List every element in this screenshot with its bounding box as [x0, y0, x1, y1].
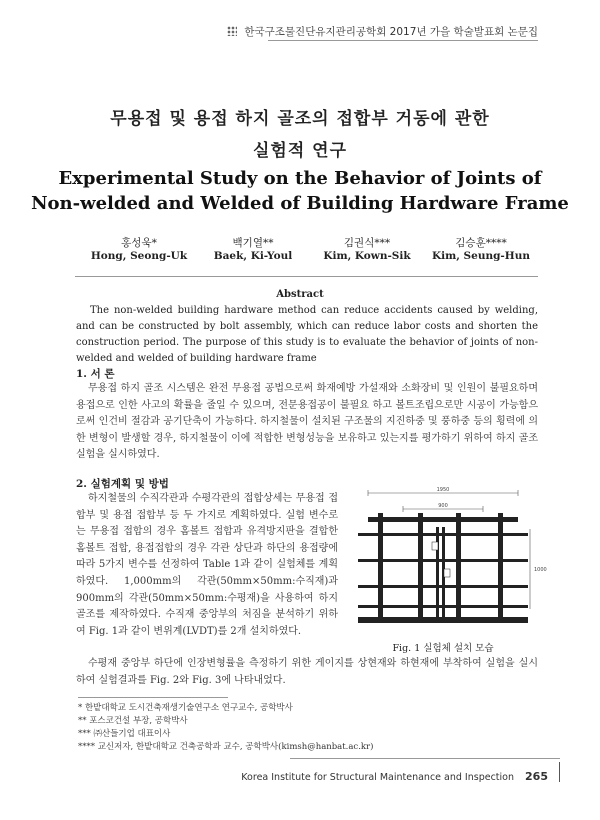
conference-title: 한국구조물진단유지관리공학회 2017년 가을 학술발표회 논문집	[244, 26, 538, 38]
author	[196, 235, 310, 262]
section2-body-full	[76, 656, 538, 689]
section2-heading: 2. 실험계획 및 방법	[76, 478, 169, 490]
stud	[436, 527, 439, 617]
footnote-item: **** 교신저자, 한밭대학교 건축공학과 교수, 공학박사(kimsh@hanbat.ac.kr)	[78, 742, 374, 752]
column	[498, 513, 503, 617]
title-korean-line1: 무용접 및 용접 하지 골조의 접합부 거동에 관한	[110, 109, 490, 129]
footer-org: Korea Institute for Structural Maintenance and Inspection	[241, 772, 514, 783]
base-beam	[358, 617, 528, 623]
author-name-ko: 백기열**	[232, 237, 274, 249]
page-number: 265	[525, 770, 548, 783]
section2-paragraph2: 수평재 중앙부 하단에 인장변형률을 측정하기 위한 게이지를 상현재와 하현재에 부착하여 실험을 실시하여 실험결과를 Fig. 2와 Fig. 3에 나타내었다.	[76, 658, 538, 686]
author-name-ko: 홍성욱*	[121, 237, 157, 249]
author	[82, 235, 196, 262]
journal-logo-icon	[227, 26, 237, 36]
footer-rule	[290, 758, 560, 759]
author-name-en: Hong, Seong-Uk	[90, 250, 188, 262]
column	[378, 513, 383, 617]
top-beam	[368, 517, 518, 522]
title-korean-line2: 실험적 연구	[252, 141, 348, 161]
author-name-ko: 김승훈****	[455, 237, 507, 249]
abstract-text: The non-welded building hardware method can reduce accidents caused by welding, and can be constructed by bolt assembly, which can reduce labor costs and shorten the construction period. The purpose of this study is to evaluate the behavior of joints of non-welded and welded of building hardware frame	[76, 305, 538, 364]
figure-caption: Fig. 1 실험체 설치 모습	[392, 643, 494, 654]
author-name-en: Kim, Kown-Sik	[323, 250, 411, 262]
column	[418, 513, 423, 617]
section2-paragraph: 하지철물의 수직각관과 수평각관의 접합상세는 무용접 접합부 및 용접 접합부 등 두 가지로 계획하였다. 실험 변수로는 무용접 접합의 경우 홈볼트 접합과 유격방지판을 결합한 홈볼트 접합, 용접접합의 경우 각관 상단과 하단의 용접량에 따라 5가지 변수를 선정하여 Table 1과 같이 실험체를 계획하였다. 1,000mm의 각관(50mm×50mm:수직재)과 900mm의 각관(50mm×50mm:수평재)을 사용하여 하지골조를 제작하였다. 수직재 중앙부의 처짐을 분석하기 위하여 Fig. 1과 같이 변위계(LVDT)를 2개 설치하였다.	[76, 493, 338, 637]
conference-header	[30, 24, 538, 39]
column	[456, 513, 461, 617]
author-name-en: Kim, Seung-Hun	[432, 250, 530, 262]
abstract-heading: Abstract	[276, 289, 324, 300]
section1-paragraph: 무용접 하지 골조 시스템은 완전 무용접 공법으로써 화재예방 가설재와 소화장비 및 인원이 불필요하며 용접으로 인한 사고의 확률을 줄일 수 있으며, 전문용접공이 불필요 하고 볼트조립으로만 시공이 가능함으로써 인건비 절감과 공기단축이 가능하다. 하지철물이 설치된 구조물의 지진하중 및 풍하중 등의 횡력에 의한 변형이 발생할 경우, 하지철물이 이에 적합한 변형성능을 보유하고 있는지를 평가하기 위하여 하지 골조 실험을 실시하였다.	[76, 383, 538, 461]
author	[310, 235, 424, 262]
test-setup-figure	[348, 487, 547, 635]
footnote-item: * 한밭대학교 도시건축재생기술연구소 연구교수, 공학박사	[78, 703, 293, 713]
footnote-item: *** ㈜산들기업 대표이사	[78, 729, 171, 739]
lvdt-sensor	[432, 542, 438, 550]
lvdt-sensor	[444, 569, 450, 577]
footnote-rule	[78, 697, 228, 698]
frame-drawing	[348, 487, 547, 635]
page-footer	[241, 770, 548, 783]
dim-width-label: 1950	[436, 487, 450, 493]
dim-span-label: 900	[438, 503, 448, 509]
section2-body	[76, 491, 338, 640]
header-rule	[268, 40, 538, 41]
authors-rule	[75, 276, 538, 277]
footer-bar	[559, 762, 560, 782]
author-name-en: Baek, Ki-Youl	[213, 250, 293, 262]
footnote-item: ** 포스코건설 부장, 공학박사	[78, 716, 188, 726]
author-name-ko: 김권식***	[343, 237, 391, 249]
title-english-line2: Non-welded and Welded of Building Hardware Frame	[31, 193, 569, 214]
section1-body	[76, 381, 538, 464]
author	[424, 235, 538, 262]
author-list	[82, 235, 538, 262]
title-english-line1: Experimental Study on the Behavior of Joints of	[58, 168, 542, 189]
footnotes	[78, 702, 373, 754]
section1-heading: 1. 서 론	[76, 368, 115, 380]
dim-height-label: 1000	[534, 567, 547, 573]
